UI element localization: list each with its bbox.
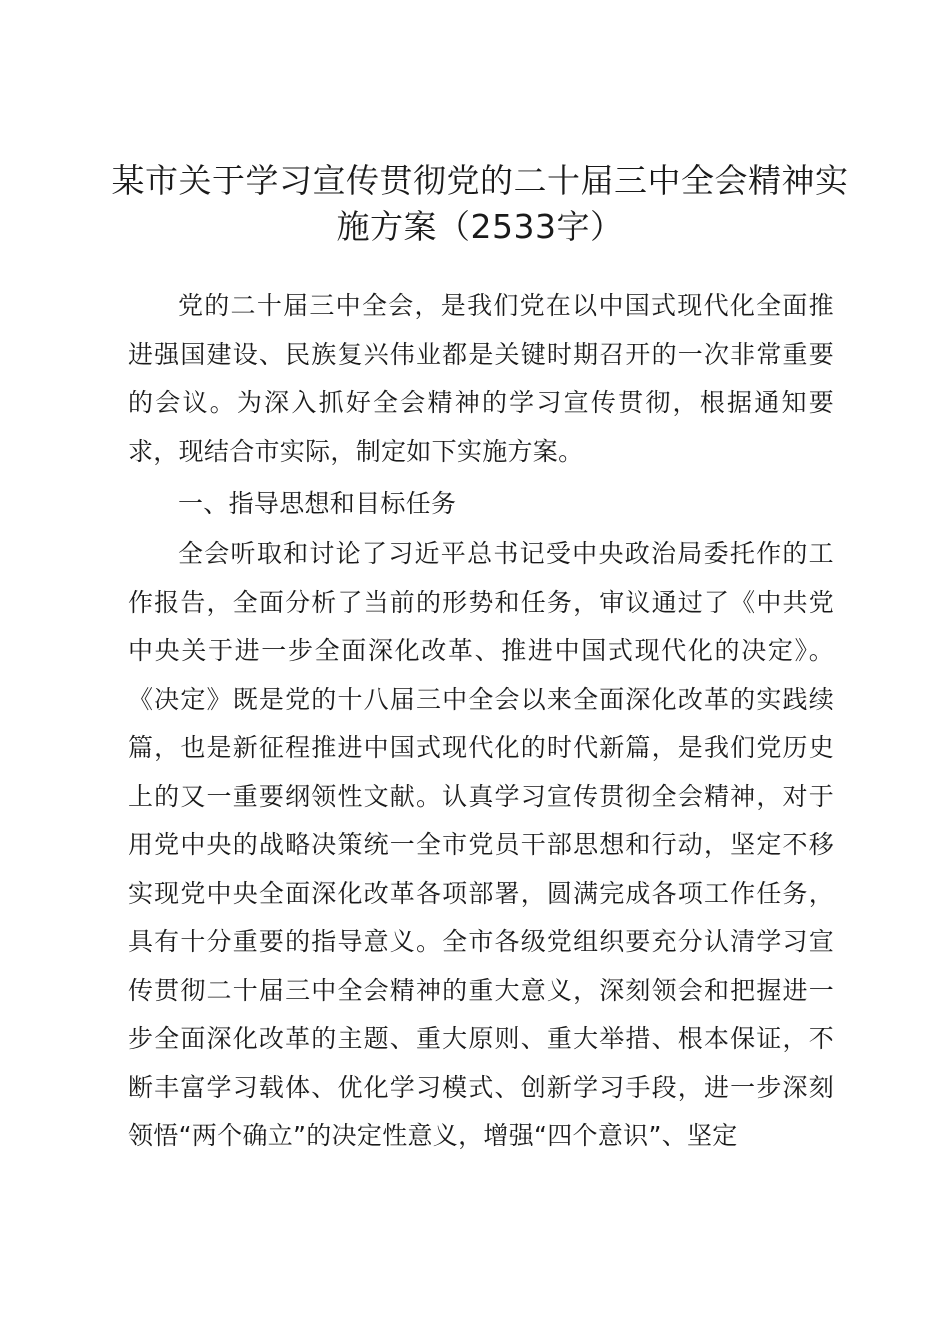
document-title: 某市关于学习宣传贯彻党的二十届三中全会精神实施方案（2533字） [111, 161, 849, 246]
intro-paragraph: 党的二十届三中全会，是我们党在以中国式现代化全面推进强国建设、民族复兴伟业都是关键时期召开的一次非常重要的会议。为深入抓好全会精神的学习宣传贯彻，根据通知要求，现结合市实际，制定如下实施方案。 [128, 291, 834, 466]
body-paragraph: 全会听取和讨论了习近平总书记受中央政治局委托作的工作报告，全面分析了当前的形势和任务，审议通过了《中共党中央关于进一步全面深化改革、推进中国式现代化的决定》。《决定》既是党的十八届三中全会以来全面深化改革的实践续篇，也是新征程推进中国式现代化的时代新篇，是我们党历史上的又一重要纲领性文献。认真学习宣传贯彻全会精神，对于用党中央的战略决策统一全市党员干部思想和行动，坚定不移实现党中央全面深化改革各项部署，圆满完成各项工作任务，具有十分重要的指导意义。全市各级党组织要充分认清学习宣传贯彻二十届三中全会精神的重大意义，深刻领会和把握进一步全面深化改革的主题、重大原则、重大举措、根本保证，不断丰富学习载体、优化学习模式、创新学习手段，进一步深刻领悟“两个确立”的决定性意义，增强“四个意识”、坚定 [128, 539, 834, 1150]
section-heading-guiding-ideology: 一、指导思想和目标任务 [178, 489, 457, 518]
